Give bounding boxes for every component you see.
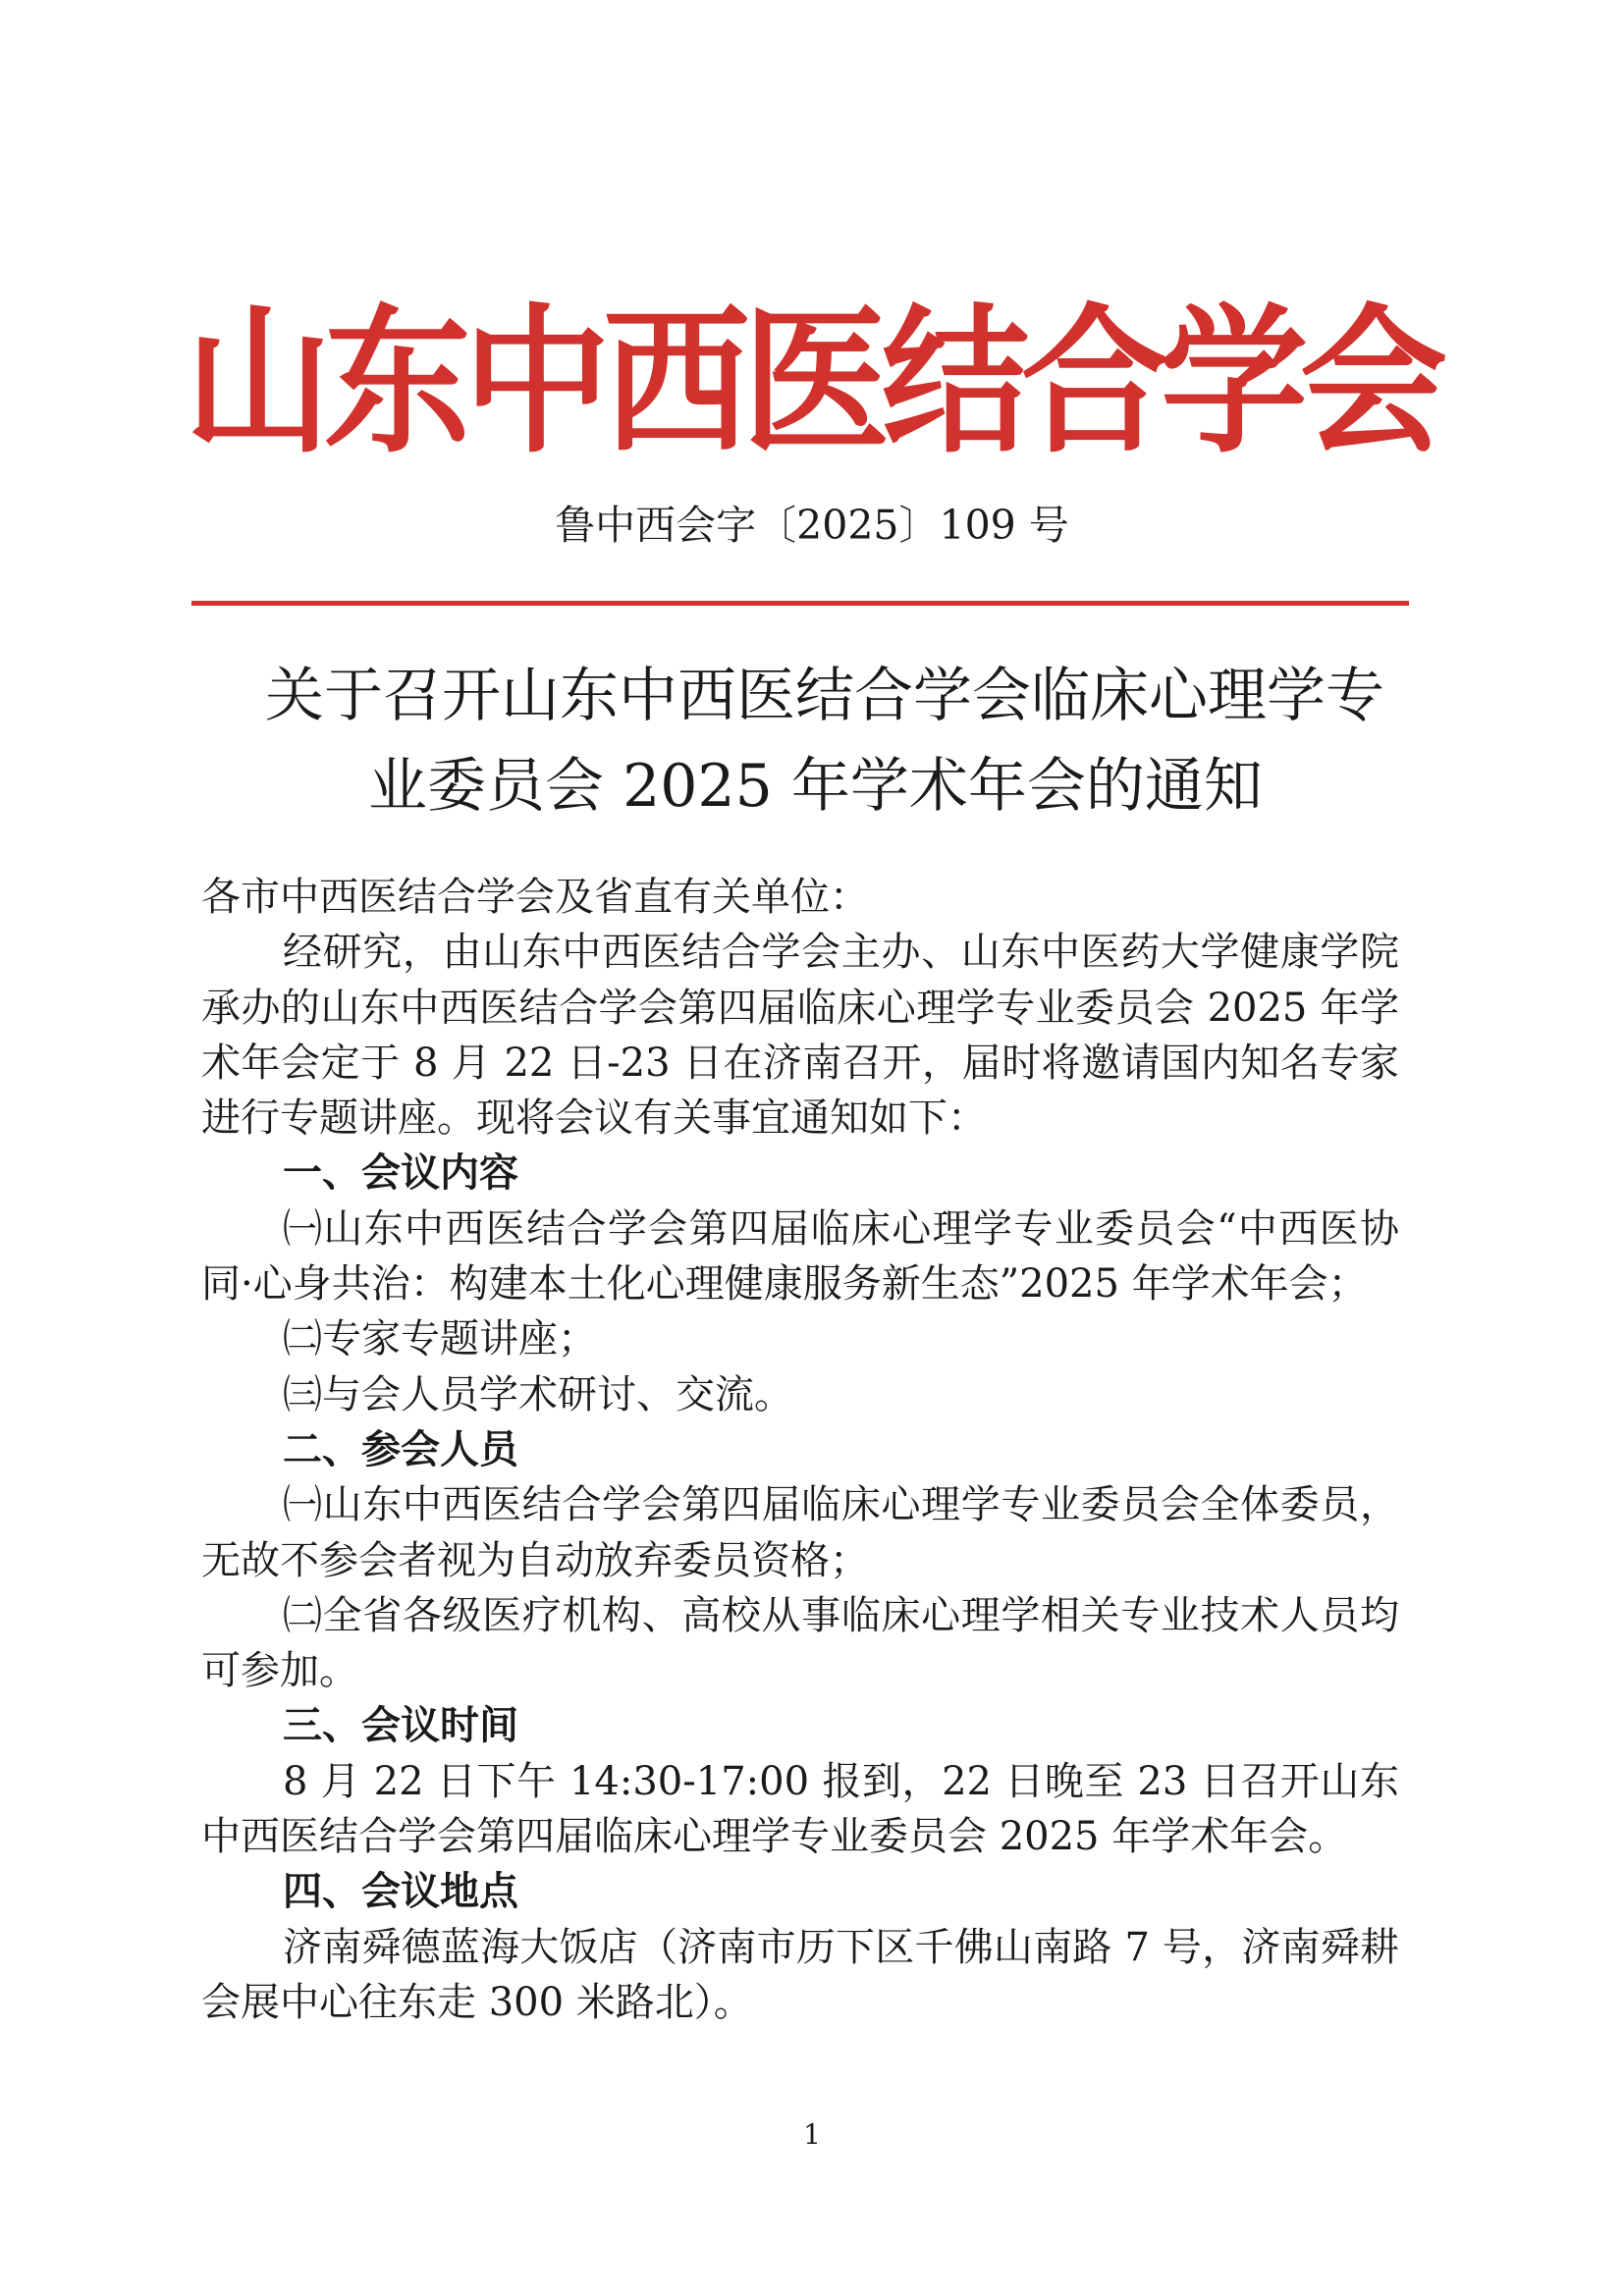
notice-title — [177, 651, 1483, 831]
notice-body — [201, 870, 1399, 2030]
notice-title-line-2: 业委员会 2025 年学术年会的通知 — [368, 752, 1263, 821]
section-heading-content: 一、会议内容 — [283, 1150, 518, 1197]
letterhead-organization-name: 山东中西医结合学会 — [184, 291, 1439, 475]
section-item: ㈠山东中西医结合学会第四届临床心理学专业委员会全体委员，无故不参会者视为自动放弃委员资格； — [201, 1482, 1399, 1583]
section-heading-attendees: 二、参会人员 — [283, 1426, 518, 1472]
section-heading-time: 三、会议时间 — [283, 1703, 518, 1749]
section-item: ㈡全省各级医疗机构、高校从事临床心理学相关专业技术人员均可参加。 — [201, 1592, 1399, 1694]
section-item: 8 月 22 日下午 14:30-17:00 报到，22 日晚至 23 日召开山东中西医结合学会第四届临床心理学专业委员会 2025 年学术年会。 — [201, 1758, 1399, 1860]
notice-title-line-1: 关于召开山东中西医结合学会临床心理学专 — [265, 662, 1384, 730]
page-number: 1 — [803, 2118, 821, 2151]
document-number: 鲁中西会字〔2025〕109 号 — [555, 502, 1069, 549]
section-item: ㈢与会人员学术研讨、交流。 — [283, 1371, 793, 1417]
section-item: ㈠山东中西医结合学会第四届临床心理学专业委员会“中西医协同·心身共治：构建本土化心理健康服务新生态”2025 年学术年会； — [201, 1205, 1399, 1308]
section-item: ㈡专家专题讲座； — [283, 1316, 597, 1362]
section-item: 济南舜德蓝海大饭店（济南市历下区千佛山南路 7 号，济南舜耕会展中心往东走 300 米路北）。 — [201, 1924, 1399, 2025]
letterhead-red-rule — [191, 601, 1409, 606]
section-heading-venue: 四、会议地点 — [283, 1869, 518, 1915]
intro-paragraph: 经研究，由山东中西医结合学会主办、山东中医药大学健康学院承办的山东中西医结合学会第四届临床心理学专业委员会 2025 年学术年会定于 8 月 22 日-23 日在济南召开，届时将邀请国内知名专家进行专题讲座。现将会议有关事宜通知如下： — [201, 930, 1399, 1142]
salutation: 各市中西医结合学会及省直有关单位： — [201, 875, 869, 920]
